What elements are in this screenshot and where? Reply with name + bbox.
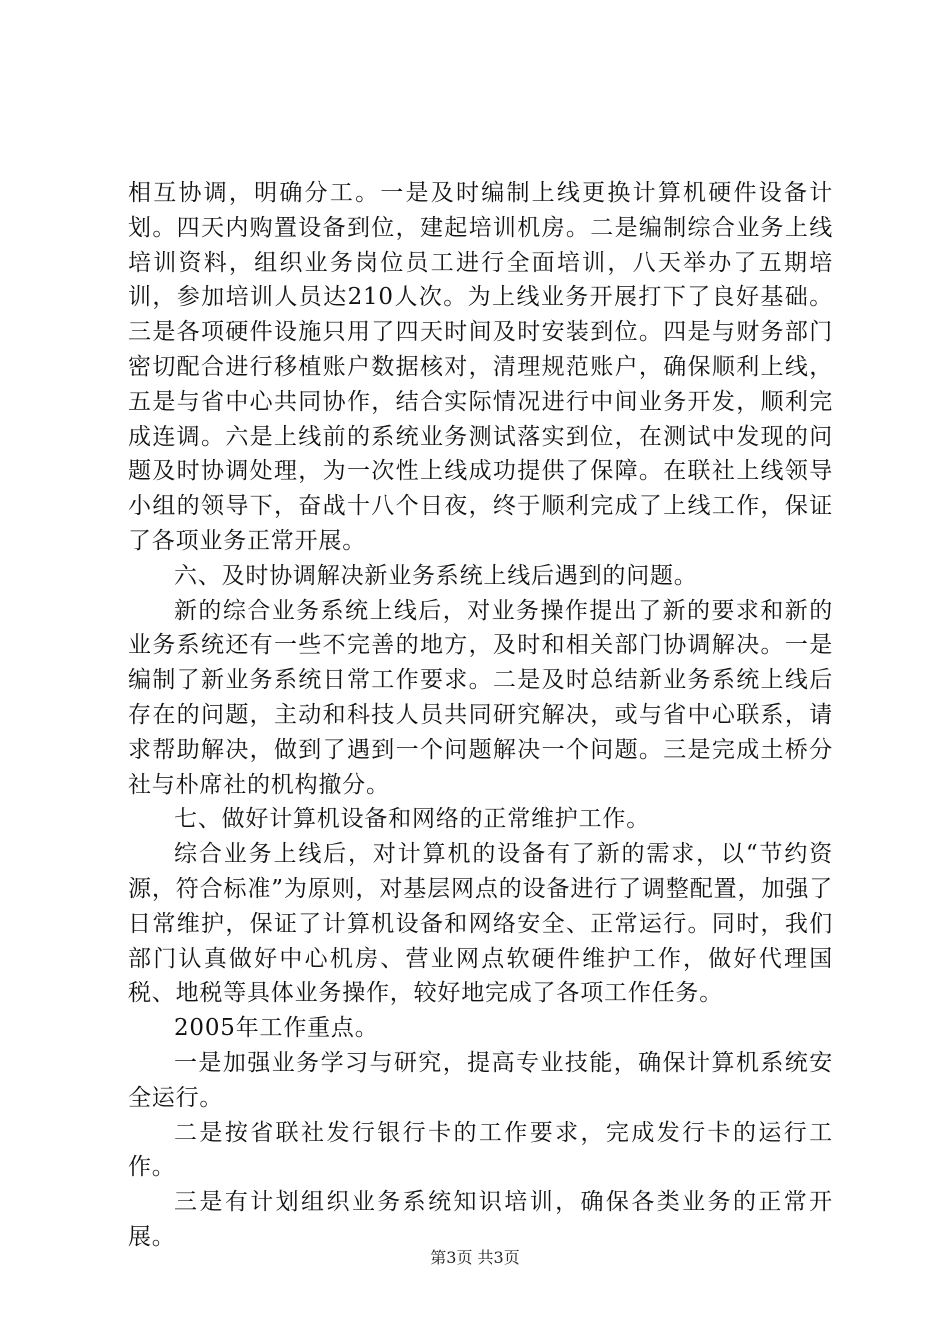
priority-item-2: 二是按省联社发行银行卡的工作要求，完成发行卡的运行工作。 <box>128 1119 833 1181</box>
page-number-footer: 第3页 共3页 <box>430 1248 520 1267</box>
paragraph-section-7: 综合业务上线后，对计算机的设备有了新的需求，以“节约资源，符合标准”为原则，对基层网点的设备进行了调整配置，加强了日常维护，保证了计算机设备和网络安全、正常运行。同时，我们部门认真做好中心机房、营业网点软硬件维护工作，做好代理国税、地税等具体业务操作，较好地完成了各项工作任务。 <box>128 841 833 1007</box>
priority-item-1: 一是加强业务学习与研究，提高专业技能，确保计算机系统安全运行。 <box>128 1049 833 1111</box>
section-heading-7: 七、做好计算机设备和网络的正常维护工作。 <box>174 806 650 833</box>
priority-item-3: 三是有计划组织业务系统知识培训，确保各类业务的正常开展。 <box>128 1189 833 1250</box>
paragraph-section-6: 新的综合业务系统上线后，对业务操作提出了新的要求和新的业务系统还有一些不完善的地方，及时和相关部门协调解决。一是编制了新业务系统日常工作要求。二是及时总结新业务系统上线后存在的问题，主动和科技人员共同研究解决，或与省中心联系，请求帮助解决，做到了遇到一个问题解决一个问题。三是完成土桥分社与朴席社的机构撤分。 <box>128 597 833 798</box>
section-heading-6: 六、及时协调解决新业务系统上线后遇到的问题。 <box>174 562 698 589</box>
document-body <box>128 176 833 1255</box>
paragraph-continuation: 相互协调，明确分工。一是及时编制上线更换计算机硬件设备计划。四天内购置设备到位，建起培训机房。二是编制综合业务上线培训资料，组织业务岗位员工进行全面培训，八天举办了五期培训，参加培训人员达210人次。为上线业务开展打下了良好基础。三是各项硬件设施只用了四天时间及时安装到位。四是与财务部门密切配合进行移植账户数据核对，清理规范账户，确保顺利上线，五是与省中心共同协作，结合实际情况进行中间业务开发，顺利完成连调。六是上线前的系统业务测试落实到位，在测试中发现的问题及时协调处理，为一次性上线成功提供了保障。在联社上线领导小组的领导下，奋战十八个日夜，终于顺利完成了上线工作，保证了各项业务正常开展。 <box>128 180 833 554</box>
section-heading-2005-priorities: 2005年工作重点。 <box>174 1015 379 1042</box>
